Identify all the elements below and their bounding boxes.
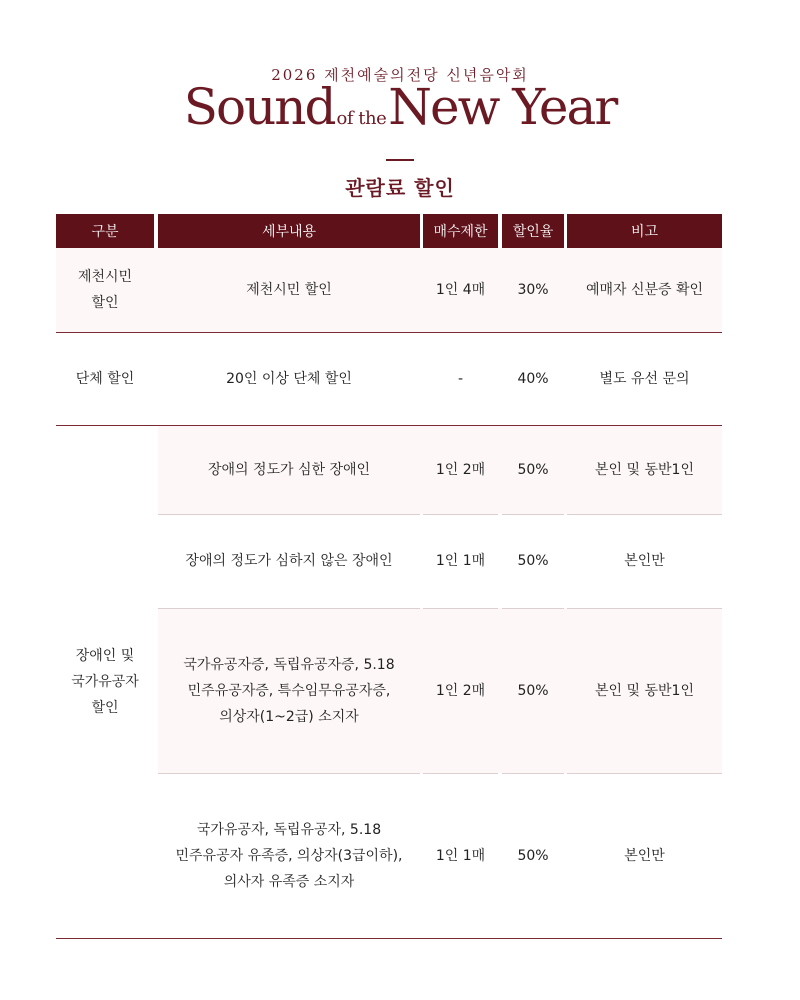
rate-cell: 50% <box>517 682 549 699</box>
limit-cell: - <box>457 371 464 387</box>
rate-cell: 30% <box>517 282 549 298</box>
category-cell: 단체 할인 <box>75 371 135 387</box>
header-note: 비고 <box>567 214 722 248</box>
limit-cell: 1인 2매 <box>435 462 486 478</box>
detail-cell: 국가유공자, 독립유공자, 5.18 민주유공자 유족증, 의상자(3급이하), 의사자 유족증 소지자 <box>175 821 403 890</box>
concert-subtitle: 2026 제천예술의전당 신년음악회 <box>271 66 529 84</box>
table-header <box>56 214 722 248</box>
discount-table <box>56 214 722 890</box>
rate-cell: 50% <box>517 462 549 478</box>
rate-cell: 40% <box>517 371 549 387</box>
note-cell: 본인만 <box>624 553 665 569</box>
note-cell: 별도 유선 문의 <box>599 371 690 387</box>
detail-cell: 장애의 정도가 심하지 않은 장애인 <box>185 553 393 569</box>
detail-cell: 국가유공자증, 독립유공자증, 5.18 민주유공자증, 특수임무유공자증, 의상자(1~2급) 소지자 <box>183 656 395 725</box>
section-title: 관람료 할인 <box>345 176 455 200</box>
category-cell: 제천시민 할인 <box>77 269 133 311</box>
header-limit: 매수제한 <box>423 214 498 248</box>
rate-cell: 50% <box>517 553 549 569</box>
limit-cell: 1인 2매 <box>435 682 486 699</box>
header-detail: 세부내용 <box>158 214 420 248</box>
note-cell: 본인만 <box>624 847 665 864</box>
rate-cell: 50% <box>517 847 549 864</box>
detail-cell: 20인 이상 단체 할인 <box>226 371 352 387</box>
note-cell: 예매자 신분증 확인 <box>585 282 704 298</box>
title-new-year: New Year <box>388 78 617 136</box>
limit-cell: 1인 4매 <box>435 282 486 298</box>
detail-cell: 장애의 정도가 심한 장애인 <box>207 462 371 478</box>
header-category: 구분 <box>56 214 154 248</box>
title-of-the: of the <box>336 108 387 129</box>
title-divider <box>386 159 414 161</box>
limit-cell: 1인 1매 <box>435 553 486 569</box>
title-sound: Sound <box>183 78 335 136</box>
limit-cell: 1인 1매 <box>435 847 486 864</box>
note-cell: 본인 및 동반1인 <box>595 682 694 699</box>
header-rate: 할인율 <box>502 214 564 248</box>
note-cell: 본인 및 동반1인 <box>595 462 694 478</box>
concert-title <box>0 78 800 136</box>
detail-cell: 제천시민 할인 <box>246 282 332 298</box>
category-cell: 장애인 및 국가유공자 할인 <box>71 648 139 716</box>
group-divider <box>56 938 722 939</box>
